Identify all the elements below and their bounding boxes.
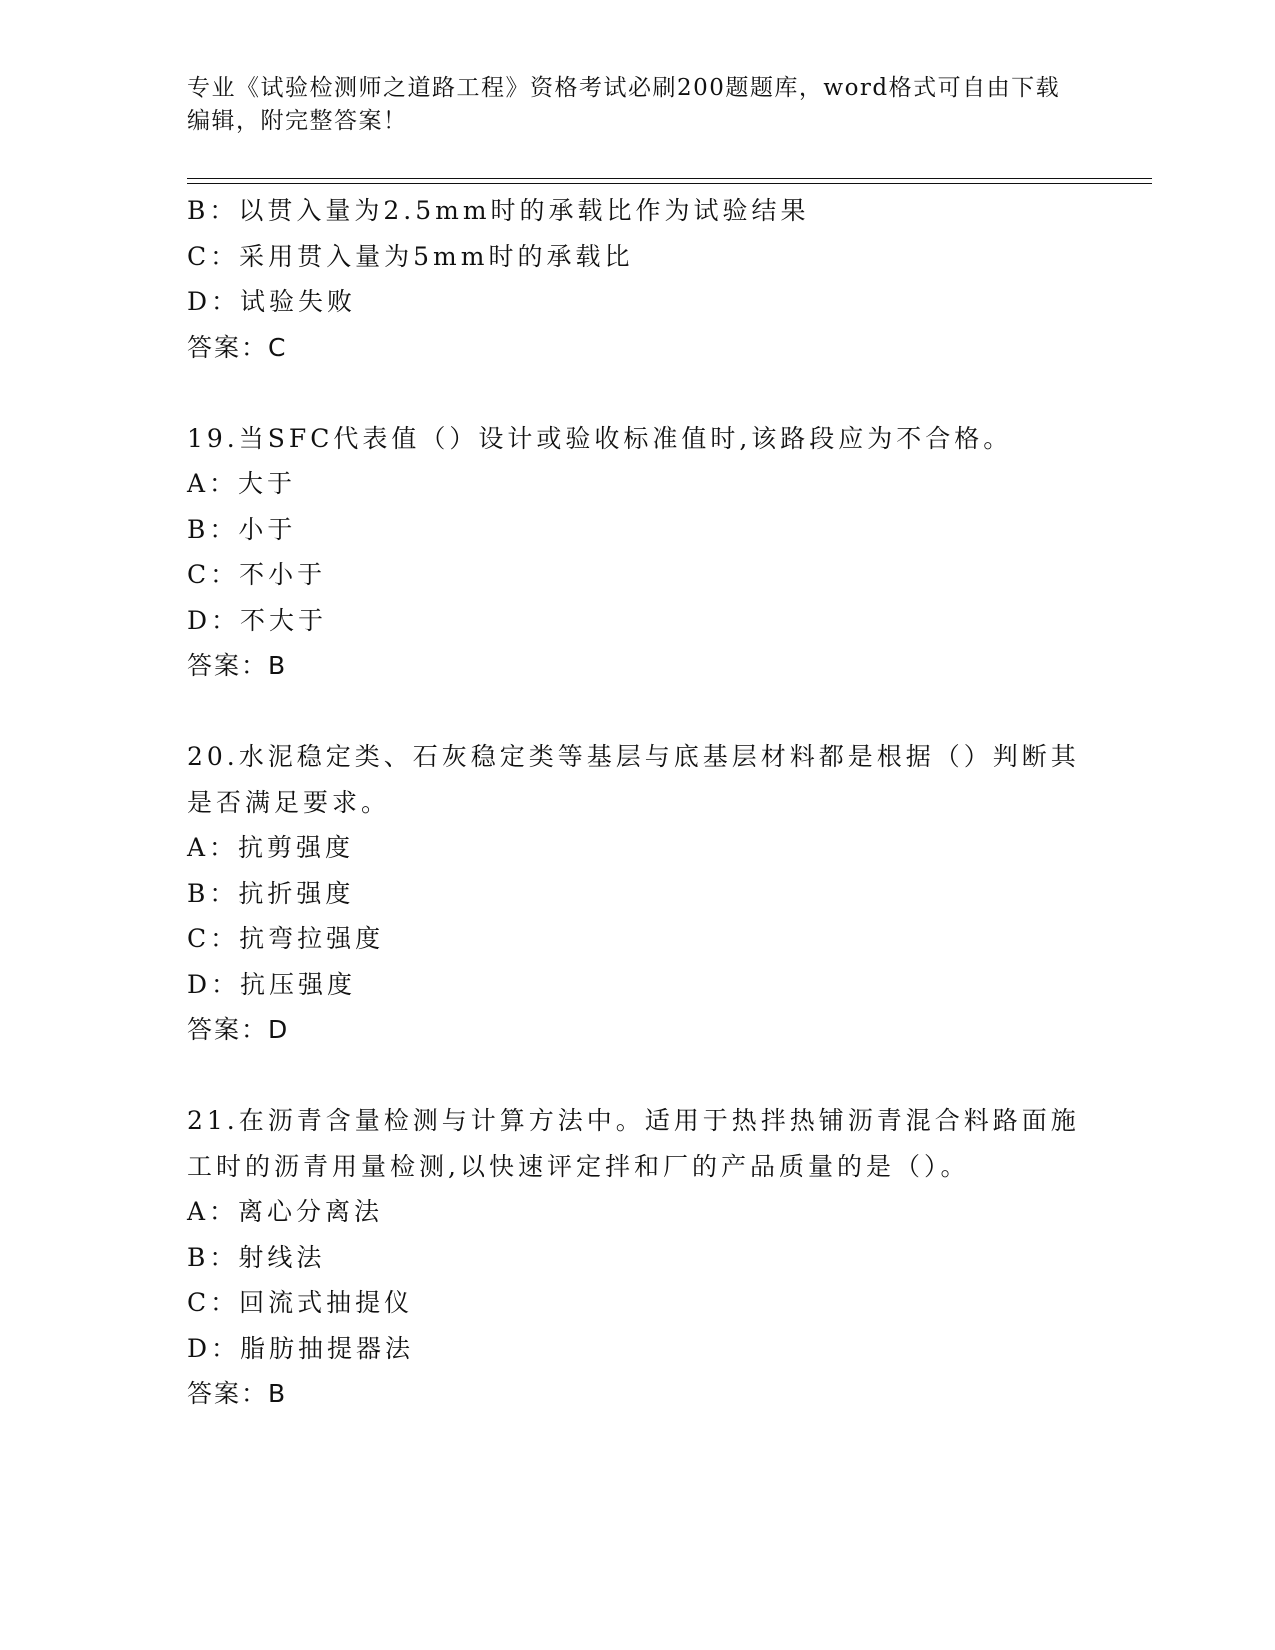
answer-line: 答案：C [187, 332, 288, 362]
question-stem-line-2: 是否满足要求。 [187, 787, 391, 817]
question-spacer [187, 370, 1087, 416]
option-b: B：射线法 [187, 1242, 326, 1272]
option-b: B：以贯入量为2.5mm时的承载比作为试验结果 [187, 196, 810, 225]
question-spacer [187, 689, 1087, 735]
option-d: D：脂肪抽提器法 [187, 1333, 415, 1363]
question-list [187, 188, 1087, 1417]
question-stem: 19.当SFC代表值（）设计或验收标准值时,该路段应为不合格。 [187, 423, 1013, 453]
option-c: C：回流式抽提仪 [187, 1288, 414, 1317]
answer-line: 答案：B [187, 1379, 288, 1408]
header-divider-top [187, 178, 1152, 179]
answer-line: 答案：B [187, 651, 288, 680]
option-c: C：采用贯入量为5mm时的承载比 [187, 241, 634, 271]
option-d: D：抗压强度 [187, 969, 357, 999]
header-divider-bottom [187, 183, 1152, 184]
question-stem-line-2: 工时的沥青用量检测,以快速评定拌和厂的产品质量的是（）。 [187, 1151, 970, 1181]
question-block-20 [187, 734, 1087, 1053]
option-b: B：小于 [187, 514, 297, 544]
option-d: D：不大于 [187, 605, 328, 635]
question-stem-line-1: 21.在沥青含量检测与计算方法中。适用于热拌热铺沥青混合料路面施 [187, 1106, 1080, 1135]
question-block-18-continued [187, 188, 1087, 370]
option-c: C：抗弯拉强度 [187, 924, 385, 953]
question-block-19 [187, 416, 1087, 689]
header-title-line-1: 专业《试验检测师之道路工程》资格考试必刷200题题库，word格式可自由下载 [187, 75, 1061, 101]
answer-line: 答案：D [187, 1015, 290, 1044]
option-c: C：不小于 [187, 560, 327, 589]
header-title-line-2: 编辑，附完整答案！ [187, 108, 408, 134]
question-spacer [187, 1053, 1087, 1099]
option-a: A：抗剪强度 [187, 833, 355, 862]
option-a: A：大于 [187, 469, 297, 498]
option-b: B：抗折强度 [187, 878, 355, 908]
question-block-21 [187, 1098, 1087, 1417]
document-header [187, 72, 1087, 138]
option-a: A：离心分离法 [187, 1197, 384, 1226]
question-stem-line-1: 20.水泥稳定类、石灰稳定类等基层与底基层材料都是根据（）判断其 [187, 742, 1080, 771]
option-d: D：试验失败 [187, 287, 357, 316]
